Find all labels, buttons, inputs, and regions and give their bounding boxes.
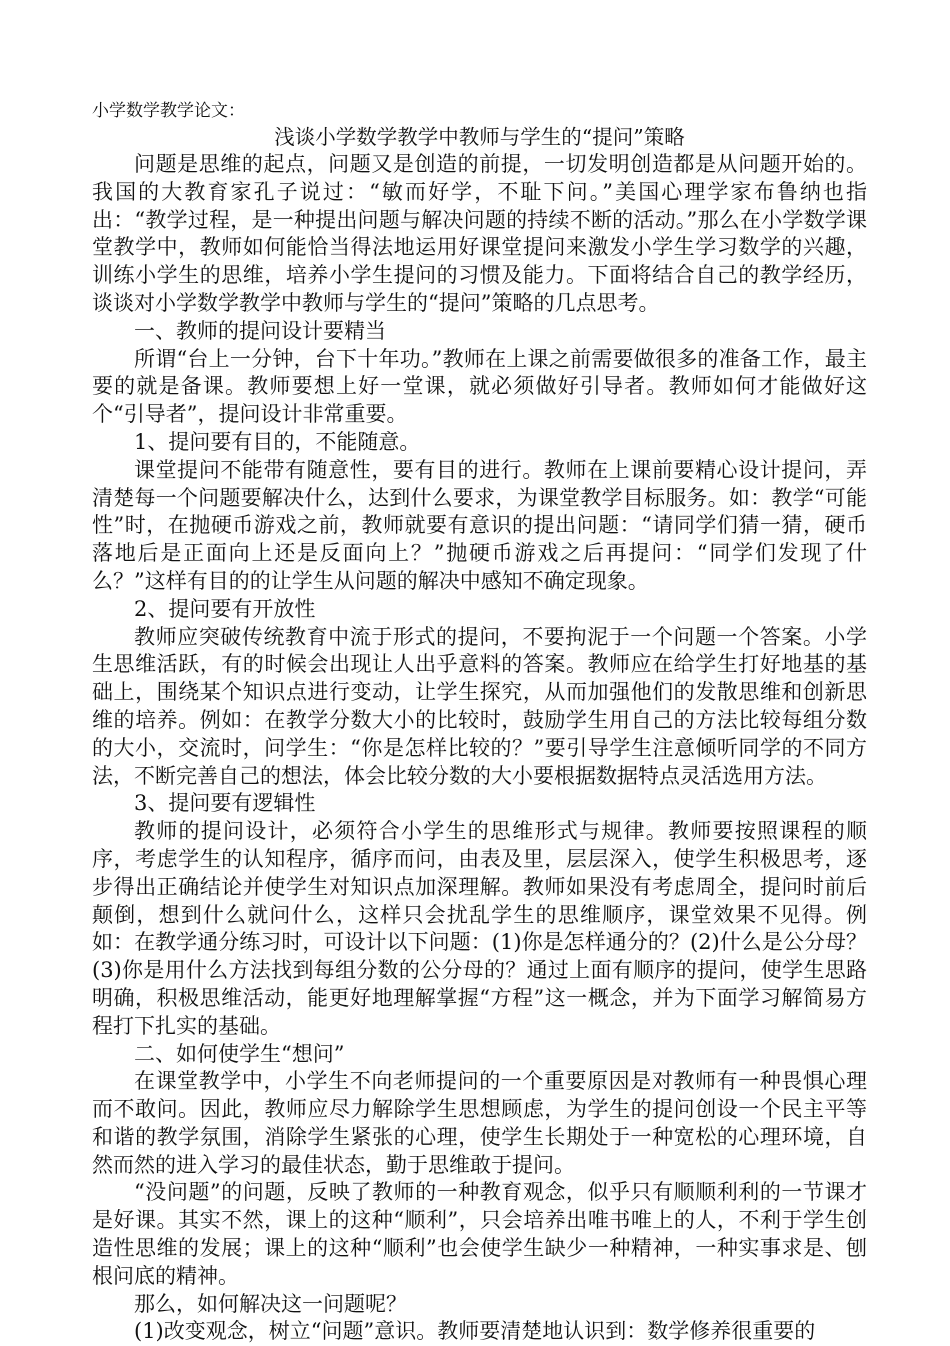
section-heading: 二、如何使学生“想问” (134, 1041, 345, 1066)
body-paragraph: 问题是思维的起点，问题又是创造的前提，一切发明创造都是从问题开始的。我国的大教育家孔子说过：“敏而好学，不耻下问。”美国心理学家布鲁纳也指出：“教学过程，是一种提出问题与解决问题的持续不断的活动。”那么在小学数学课堂教学中，教师如何能恰当得法地运用好课堂提问来激发小学生学习数学的兴趣，训练小学生的思维，培养小学生提问的习惯及能力。下面将结合自己的教学经历，谈谈对小学数学教学中教师与学生的“提问”策略的几点思考。 (92, 152, 867, 315)
document-header: 小学数学教学论文： (92, 101, 245, 121)
body-paragraph: “没问题”的问题，反映了教师的一种教育观念，似乎只有顺顺利利的一节课才是好课。其实不然，课上的这种“顺利”，只会培养出唯书唯上的人，不利于学生创造性思维的发展；课上的这种“顺利”也会使学生缺少一种精神，一种实事求是、刨根问底的精神。 (92, 1180, 867, 1288)
section-heading: 2、提问要有开放性 (134, 596, 316, 621)
document-page (92, 99, 867, 1346)
body-paragraph: (1)改变观念，树立“问题”意识。教师要清楚地认识到：数学修养很重要的 (134, 1319, 816, 1344)
section-heading: 一、教师的提问设计要精当 (134, 318, 386, 343)
document-body (92, 151, 867, 1346)
body-paragraph: 在课堂教学中，小学生不向老师提问的一个重要原因是对教师有一种畏惧心理而不敢问。因此，教师应尽力解除学生思想顾虑，为学生的提问创设一个民主平等和谐的教学氛围，消除学生紧张的心理，使学生长期处于一种宽松的心理环境，自然而然的进入学习的最佳状态，勤于思维敢于提问。 (92, 1069, 867, 1177)
body-paragraph: 所谓“台上一分钟，台下十年功。”教师在上课之前需要做很多的准备工作，最主要的就是备课。教师要想上好一堂课，就必须做好引导者。教师如何才能做好这个“引导者”，提问设计非常重要。 (92, 346, 867, 427)
document-title: 浅谈小学数学教学中教师与学生的“提问”策略 (274, 125, 685, 149)
section-heading: 3、提问要有逻辑性 (134, 791, 316, 816)
section-heading: 那么，如何解决这一问题呢？ (134, 1291, 407, 1316)
body-paragraph: 课堂提问不能带有随意性，要有目的进行。教师在上课前要精心设计提问，弄清楚每一个问题要解决什么，达到什么要求，为课堂教学目标服务。如：教学“可能性”时，在抛硬币游戏之前，教师就要有意识的提出问题：“请同学们猜一猜，硬币落地后是正面向上还是反面向上？”抛硬币游戏之后再提问：“同学们发现了什么？”这样有目的的让学生从问题的解决中感知不确定现象。 (92, 457, 867, 593)
body-paragraph: 教师的提问设计，必须符合小学生的思维形式与规律。教师要按照课程的顺序，考虑学生的认知程序，循序而问，由表及里，层层深入，使学生积极思考，逐步得出正确结论并使学生对知识点加深理解。教师如果没有考虑周全，提问时前后颠倒，想到什么就问什么，这样只会扰乱学生的思维顺序，课堂效果不见得。例如：在教学通分练习时，可设计以下问题：(1)你是怎样通分的？(2)什么是公分母？(3)你是用什么方法找到每组分数的公分母的？通过上面有顺序的提问，使学生思路明确，积极思维活动，能更好地理解掌握“方程”这一概念，并为下面学习解简易方程打下扎实的基础。 (92, 819, 867, 1038)
section-heading: 1、提问要有目的，不能随意。 (134, 429, 421, 454)
body-paragraph: 教师应突破传统教育中流于形式的提问，不要拘泥于一个问题一个答案。小学生思维活跃，有的时候会出现让人出乎意料的答案。教师应在给学生打好地基的基础上，围绕某个知识点进行变动，让学生探究，从而加强他们的发散思维和创新思维的培养。例如：在教学分数大小的比较时，鼓励学生用自己的方法比较每组分数的大小，交流时，问学生：“你是怎样比较的？”要引导学生注意倾听同学的不同方法，不断完善自己的想法，体会比较分数的大小要根据数据特点灵活选用方法。 (92, 624, 867, 788)
